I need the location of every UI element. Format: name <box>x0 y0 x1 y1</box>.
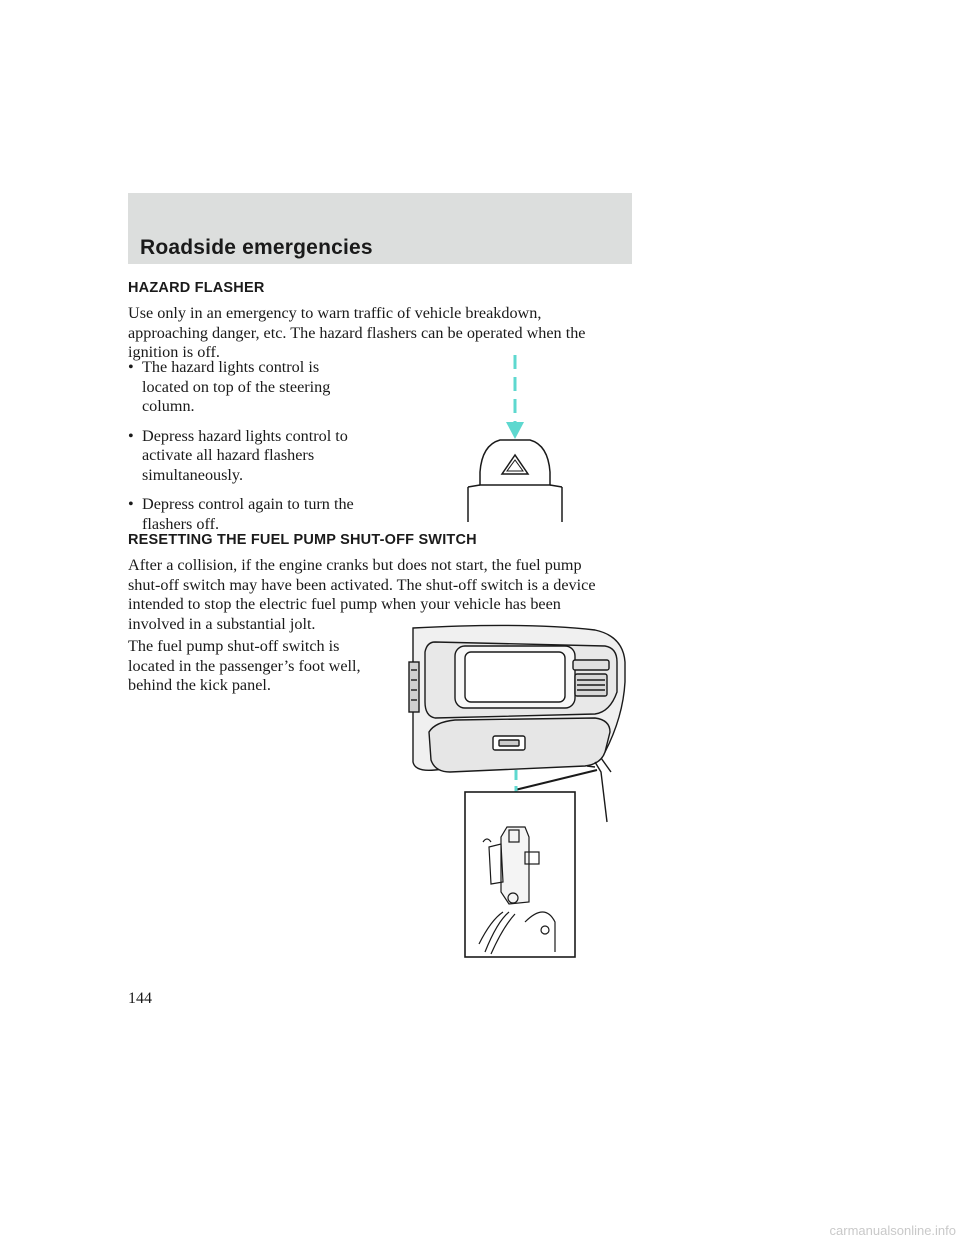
text-line: Depress hazard lights control to <box>142 426 348 445</box>
hazard-button-icon <box>468 440 562 522</box>
text-line: located in the passenger’s foot well, <box>128 656 361 675</box>
bullet-icon: • <box>128 426 134 445</box>
text-line: The fuel pump shut-off switch is <box>128 637 340 655</box>
hazard-flasher-heading: HAZARD FLASHER <box>128 280 265 296</box>
hazard-control-illustration <box>460 350 570 525</box>
list-item <box>128 358 388 417</box>
text-line: activate all hazard flashers <box>142 446 315 464</box>
list-item <box>128 495 388 534</box>
arrow-icon <box>506 355 524 439</box>
text-line: Use only in an emergency to warn traffic of vehicle breakdown, <box>128 304 542 322</box>
dashboard-illustration <box>405 622 637 972</box>
text-line: approaching danger, etc. The hazard flashers can be operated when the <box>128 323 586 342</box>
text-line: The hazard lights control is <box>142 358 320 376</box>
text-line: behind the kick panel. <box>128 676 271 694</box>
text-line: column. <box>142 397 195 415</box>
text-line: involved in a substantial jolt. <box>128 614 316 633</box>
section-title: Roadside emergencies <box>140 236 373 259</box>
text-line: flashers off. <box>142 514 220 533</box>
bullet-icon: • <box>128 358 134 376</box>
bullet-icon: • <box>128 495 134 513</box>
hazard-instructions-list <box>128 358 388 544</box>
fuel-pump-heading: RESETTING THE FUEL PUMP SHUT-OFF SWITCH <box>128 532 477 548</box>
list-item <box>128 427 388 486</box>
text-line: After a collision, if the engine cranks but does not start, the fuel pump <box>128 556 582 574</box>
text-line: located on top of the steering <box>142 377 331 396</box>
text-line: Depress control again to turn the <box>142 495 354 513</box>
text-line: ignition is off. <box>128 343 220 361</box>
page-number: 144 <box>128 990 152 1007</box>
fuel-pump-location-paragraph <box>128 637 361 696</box>
text-line: simultaneously. <box>142 465 244 484</box>
text-line: shut-off switch may have been activated. The shut-off switch is a device <box>128 575 596 594</box>
fuel-pump-switch-inset <box>465 792 575 957</box>
watermark: carmanualsonline.info <box>829 1223 956 1238</box>
text-line: intended to stop the electric fuel pump when your vehicle has been <box>128 595 561 613</box>
